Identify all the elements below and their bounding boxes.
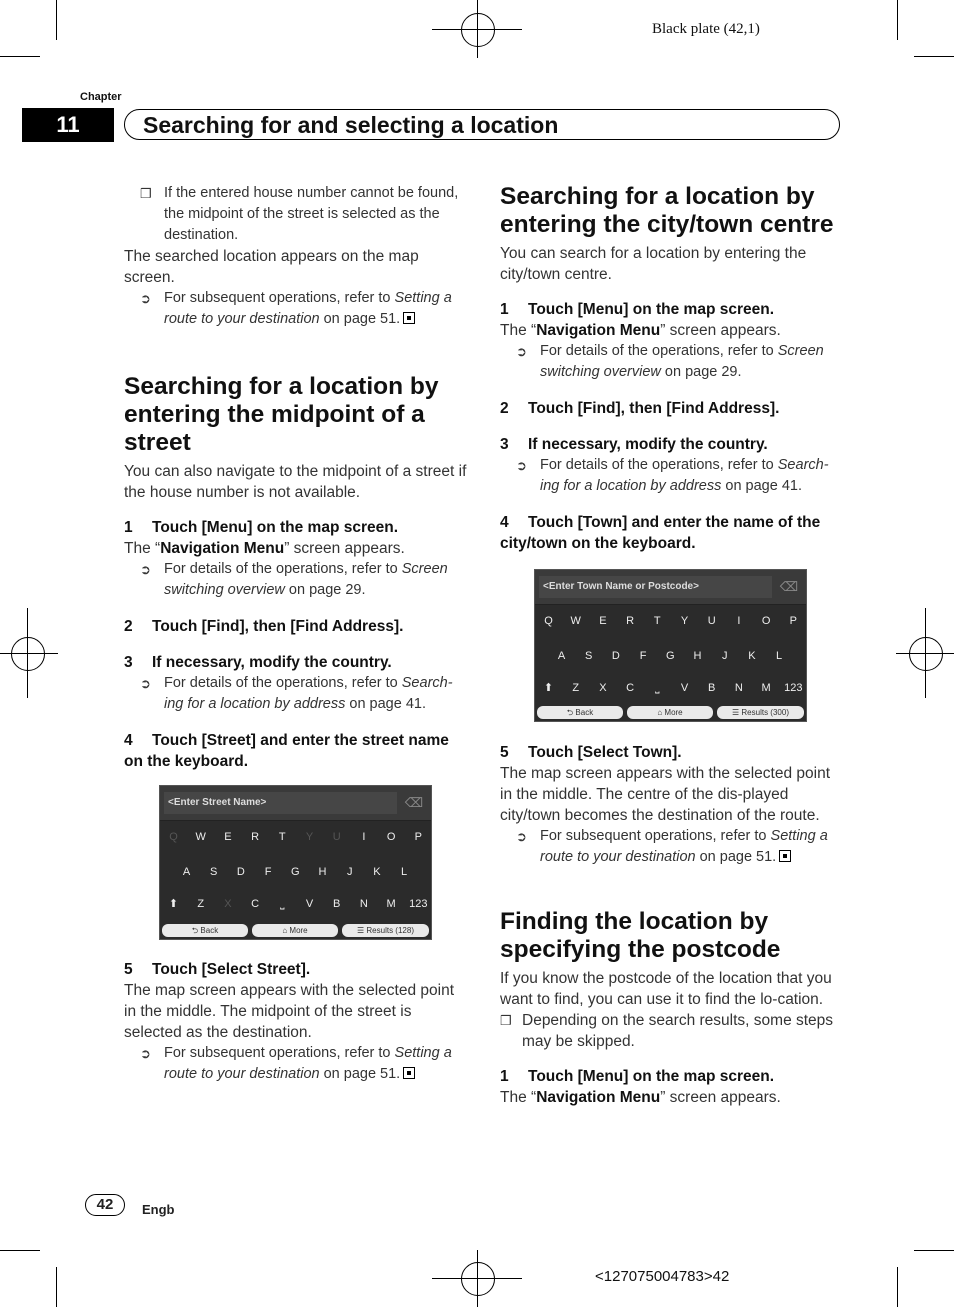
key-m: M <box>761 682 771 694</box>
key-h: H <box>318 866 327 878</box>
key-a: A <box>182 866 191 878</box>
key-p: P <box>789 615 797 627</box>
key-x: X <box>599 682 607 694</box>
key-j: J <box>346 866 353 878</box>
arrow-icon: ➲ <box>140 562 151 577</box>
section-intro: You can also navigate to the midpoint of a street if the house number is not available. <box>124 463 467 501</box>
key-q: Q <box>169 831 178 843</box>
reference-note: ➲ For details of the operations, refer to Screen switching overview on page 29. <box>140 561 448 598</box>
crop-mark <box>897 0 898 40</box>
town-name-field: <Enter Town Name or Postcode> <box>539 576 772 598</box>
key-u: U <box>707 615 716 627</box>
key-d: D <box>236 866 245 878</box>
link-setting-route: Setting a route to your destination <box>164 290 452 327</box>
key-a: A <box>557 650 566 662</box>
space-key: ⎵ <box>280 898 285 910</box>
reference-note: ➲ For subsequent operations, refer to Setting a route to your destination on page 51. <box>140 290 452 327</box>
crop-mark <box>56 0 57 40</box>
backspace-icon: ⌫ <box>779 579 799 594</box>
key-o: O <box>761 615 771 627</box>
checkbox-icon: ❒ <box>140 186 152 201</box>
chapter-title: Searching for and selecting a location <box>143 112 559 138</box>
arrow-icon: ➲ <box>140 1046 151 1061</box>
step-1: 1 Touch [Menu] on the map screen. <box>124 519 399 536</box>
step-5-body: The map screen appears with the selected point in the middle. The midpoint of the street is selected as the destination. <box>124 982 454 1041</box>
section-title-postcode: Finding the location by specifying the postcode <box>500 908 781 963</box>
results-button: ☰ Results (128) <box>342 924 429 937</box>
step-1-result: The “Navigation Menu” screen appears. <box>124 540 405 557</box>
key-k: K <box>373 866 381 878</box>
back-button: ⮌ Back <box>162 924 248 937</box>
right-column-bottom <box>500 742 845 1108</box>
language-label: Engb <box>142 1202 175 1217</box>
paragraph: The searched location appears on the map screen. <box>124 248 419 286</box>
key-e: E <box>224 831 232 843</box>
key-b: B <box>333 898 341 910</box>
keyboard-screenshot-street <box>159 785 432 940</box>
checkbox-note: ❒ Depending on the search results, some steps may be skipped. <box>500 1012 834 1050</box>
end-mark-icon <box>403 1067 415 1079</box>
reference-note: ➲ For subsequent operations, refer to Setting a route to your destination on page 51. <box>140 1045 452 1082</box>
key-p: P <box>414 831 422 843</box>
key-s: S <box>585 650 593 662</box>
key-r: R <box>626 615 635 627</box>
step-5: 5 Touch [Select Street]. <box>124 961 311 978</box>
arrow-icon: ➲ <box>516 458 527 473</box>
key-o: O <box>386 831 396 843</box>
step-4: 4 Touch [Town] and enter the name of the city/town on the keyboard. <box>500 514 821 552</box>
reference-note: ➲ For details of the operations, refer to Search-ing for a location by address on page 41. <box>140 675 453 712</box>
step-1-result: The “Navigation Menu” screen appears. <box>500 322 781 339</box>
crop-mark <box>56 1267 57 1307</box>
section-title-city: Searching for a location by entering the city/town centre <box>500 183 834 238</box>
plate-label: Black plate (42,1) <box>652 21 760 37</box>
key-e: E <box>599 615 607 627</box>
chapter-number: 11 <box>22 108 114 142</box>
key-g: G <box>291 866 300 878</box>
crop-mark <box>0 1250 40 1251</box>
right-column <box>500 183 845 554</box>
key-y: Y <box>680 615 689 627</box>
arrow-icon: ➲ <box>516 829 527 844</box>
key-n: N <box>359 898 368 910</box>
page-number: 42 <box>85 1194 125 1216</box>
step-2: 2 Touch [Find], then [Find Address]. <box>124 618 404 635</box>
crop-mark <box>914 1250 954 1251</box>
street-name-field: <Enter Street Name> <box>164 792 397 814</box>
key-m: M <box>386 898 396 910</box>
reference-note: ➲ For details of the operations, refer to Search-ing for a location by address on page 41. <box>516 457 829 494</box>
key-f: F <box>639 650 647 662</box>
key-f: F <box>264 866 272 878</box>
key-c: C <box>626 682 635 694</box>
step-1: 1 Touch [Menu] on the map screen. <box>500 301 775 318</box>
step-2: 2 Touch [Find], then [Find Address]. <box>500 400 780 417</box>
checkbox-note: ❒ If the entered house number cannot be found, the midpoint of the street is selected as the destination. <box>140 185 459 243</box>
key-r: R <box>251 831 260 843</box>
section-title-midpoint: Searching for a location by entering the midpoint of a street <box>124 373 439 456</box>
key-y: Y <box>305 831 314 843</box>
left-column-bottom <box>124 959 469 1085</box>
more-button: ⌂ More <box>627 706 713 719</box>
key-w: W <box>570 615 581 627</box>
step-5-body: The map screen appears with the selected point in the middle. The centre of the dis-played city/town becomes the destination of the route. <box>500 765 830 824</box>
end-mark-icon <box>779 850 791 862</box>
end-mark-icon <box>403 312 415 324</box>
key-j: J <box>721 650 728 662</box>
left-column <box>124 183 469 772</box>
arrow-icon: ➲ <box>140 291 151 306</box>
key-i: I <box>362 831 366 843</box>
backspace-icon: ⌫ <box>404 795 424 810</box>
results-button: ☰ Results (300) <box>717 706 804 719</box>
more-button: ⌂ More <box>252 924 338 937</box>
key-k: K <box>748 650 756 662</box>
step-5: 5 Touch [Select Town]. <box>500 744 682 761</box>
key-z: Z <box>197 898 205 910</box>
arrow-icon: ➲ <box>516 344 527 359</box>
key-l: L <box>776 650 783 662</box>
step-1-result: The “Navigation Menu” screen appears. <box>500 1089 781 1106</box>
crop-mark <box>897 1267 898 1307</box>
crop-mark <box>0 56 40 57</box>
step-1: 1 Touch [Menu] on the map screen. <box>500 1068 775 1085</box>
step-4: 4 Touch [Street] and enter the street name on the keyboard. <box>124 732 449 770</box>
key-v: V <box>680 682 689 694</box>
key-l: L <box>401 866 408 878</box>
key-z: Z <box>572 682 580 694</box>
key-x: X <box>224 898 232 910</box>
key-v: V <box>305 898 314 910</box>
section-intro: You can search for a location by entering the city/town centre. <box>500 245 807 283</box>
section-intro: If you know the postcode of the location that you want to find, you can use it to find the lo-cation. <box>500 970 832 1008</box>
key-q: Q <box>544 615 553 627</box>
key-u: U <box>332 831 341 843</box>
key-c: C <box>251 898 260 910</box>
document-code: <127075004783>42 <box>595 1268 730 1285</box>
reference-note: ➲ For details of the operations, refer to Screen switching overview on page 29. <box>516 343 824 380</box>
key-g: G <box>666 650 675 662</box>
keyboard-screenshot-town <box>534 569 807 722</box>
checkbox-icon: ❒ <box>500 1013 512 1028</box>
back-button: ⮌ Back <box>537 706 623 719</box>
shift-icon: ⬆ <box>168 898 179 910</box>
space-key: ⎵ <box>655 682 660 694</box>
shift-icon: ⬆ <box>543 682 554 694</box>
key-h: H <box>693 650 702 662</box>
crop-mark <box>914 56 954 57</box>
key-i: I <box>737 615 741 627</box>
key-d: D <box>611 650 620 662</box>
key-123: 123 <box>784 682 803 694</box>
reference-note: ➲ For subsequent operations, refer to Setting a route to your destination on page 51. <box>516 828 828 865</box>
arrow-icon: ➲ <box>140 676 151 691</box>
key-t: T <box>278 831 286 843</box>
key-n: N <box>734 682 743 694</box>
key-s: S <box>210 866 218 878</box>
step-3: 3 If necessary, modify the country. <box>124 654 392 671</box>
chapter-label: Chapter <box>80 91 122 103</box>
key-b: B <box>708 682 716 694</box>
step-3: 3 If necessary, modify the country. <box>500 436 768 453</box>
key-w: W <box>195 831 206 843</box>
key-t: T <box>653 615 661 627</box>
key-123: 123 <box>409 898 428 910</box>
